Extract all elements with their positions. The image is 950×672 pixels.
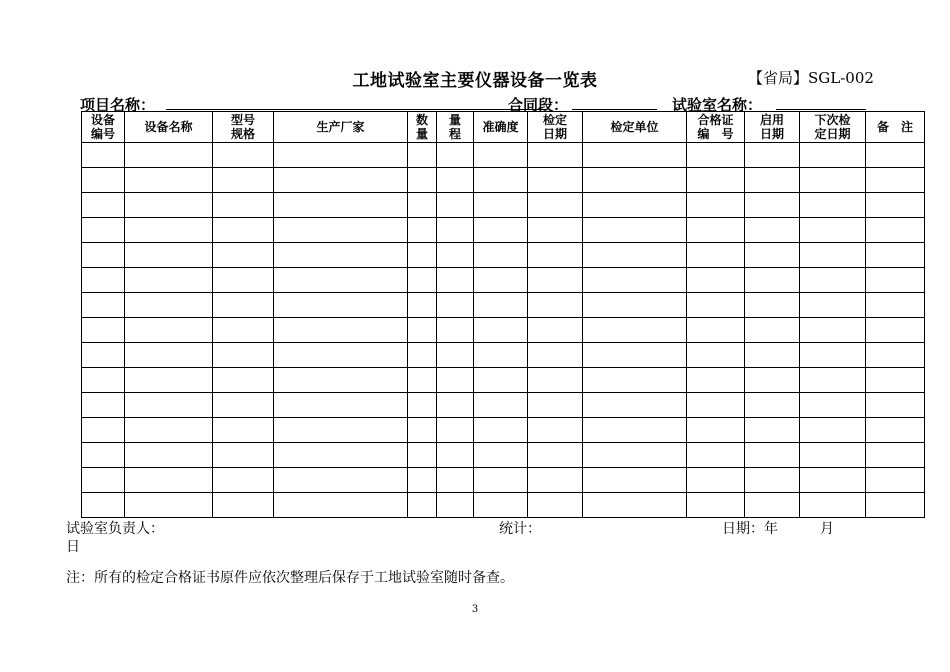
table-cell[interactable] (528, 243, 583, 268)
table-cell[interactable] (687, 343, 745, 368)
table-cell[interactable] (866, 218, 925, 243)
table-cell[interactable] (745, 243, 800, 268)
table-cell[interactable] (800, 443, 866, 468)
table-cell[interactable] (125, 218, 213, 243)
table-cell[interactable] (866, 418, 925, 443)
table-cell[interactable] (213, 243, 274, 268)
column-header-line: 设备名称 (144, 120, 193, 134)
table-cell[interactable] (474, 468, 528, 493)
table-cell[interactable] (687, 268, 745, 293)
column-header-4 (408, 112, 437, 143)
table-cell[interactable] (213, 393, 274, 418)
table-cell[interactable] (583, 318, 687, 343)
contract-section-label: 合同段： (508, 96, 569, 114)
table-cell[interactable] (274, 318, 408, 343)
table-cell[interactable] (437, 268, 474, 293)
table-cell[interactable] (82, 218, 125, 243)
table-row (82, 243, 925, 268)
table-cell[interactable] (687, 468, 745, 493)
table-cell[interactable] (474, 143, 528, 168)
table-cell[interactable] (437, 293, 474, 318)
table-cell[interactable] (866, 318, 925, 343)
table-cell[interactable] (125, 368, 213, 393)
table-cell[interactable] (800, 293, 866, 318)
table-cell[interactable] (800, 493, 866, 518)
table-cell[interactable] (866, 443, 925, 468)
table-cell[interactable] (528, 493, 583, 518)
table-cell[interactable] (437, 243, 474, 268)
column-header-2 (213, 112, 274, 143)
column-header-7 (528, 112, 583, 143)
table-cell[interactable] (474, 418, 528, 443)
table-cell[interactable] (82, 243, 125, 268)
table-cell[interactable] (474, 443, 528, 468)
column-header-3 (274, 112, 408, 143)
table-cell[interactable] (583, 443, 687, 468)
table-cell[interactable] (528, 318, 583, 343)
table-cell[interactable] (125, 468, 213, 493)
table-cell[interactable] (437, 368, 474, 393)
table-cell[interactable] (745, 493, 800, 518)
table-cell[interactable] (437, 143, 474, 168)
table-row (82, 493, 925, 518)
table-cell[interactable] (213, 143, 274, 168)
table-cell[interactable] (125, 168, 213, 193)
table-cell[interactable] (866, 293, 925, 318)
column-header-line: 规格 (230, 127, 255, 141)
column-header-line: 程 (448, 127, 461, 141)
table-cell[interactable] (866, 493, 925, 518)
table-cell[interactable] (274, 243, 408, 268)
table-cell[interactable] (866, 393, 925, 418)
table-cell[interactable] (125, 318, 213, 343)
table-cell[interactable] (528, 368, 583, 393)
column-header-8 (583, 112, 687, 143)
table-body (82, 143, 925, 518)
table-cell[interactable] (745, 468, 800, 493)
table-cell[interactable] (213, 418, 274, 443)
table-cell[interactable] (125, 143, 213, 168)
table-cell[interactable] (213, 493, 274, 518)
lab-responsible-label: 试验室负责人： (66, 521, 164, 537)
table-cell[interactable] (474, 343, 528, 368)
table-cell[interactable] (800, 168, 866, 193)
table-cell[interactable] (408, 493, 437, 518)
column-header-12 (866, 112, 925, 143)
table-cell[interactable] (800, 418, 866, 443)
column-header-line: 编号 (90, 127, 115, 141)
table-cell[interactable] (687, 393, 745, 418)
table-cell[interactable] (866, 468, 925, 493)
table-cell[interactable] (82, 418, 125, 443)
table-cell[interactable] (866, 343, 925, 368)
table-cell[interactable] (408, 393, 437, 418)
table-header-row (82, 112, 925, 143)
column-header-line: 生产厂家 (316, 120, 365, 134)
table-cell[interactable] (408, 243, 437, 268)
table-cell[interactable] (408, 443, 437, 468)
column-header-line: 编 号 (697, 127, 734, 141)
table-cell[interactable] (866, 193, 925, 218)
table-cell[interactable] (474, 243, 528, 268)
lab-name-label: 试验室名称： (672, 96, 763, 114)
table-row (82, 168, 925, 193)
column-header-0 (82, 112, 125, 143)
table-cell[interactable] (800, 218, 866, 243)
table-cell[interactable] (528, 193, 583, 218)
table-cell[interactable] (800, 368, 866, 393)
column-header-line: 日期 (759, 127, 784, 141)
table-cell[interactable] (800, 243, 866, 268)
table-cell[interactable] (274, 343, 408, 368)
table-cell[interactable] (213, 318, 274, 343)
column-header-11 (800, 112, 866, 143)
table-cell[interactable] (474, 293, 528, 318)
table-cell[interactable] (125, 268, 213, 293)
table-cell[interactable] (745, 368, 800, 393)
column-header-line: 合格证 (697, 113, 734, 127)
table-cell[interactable] (274, 268, 408, 293)
contract-section-field[interactable] (572, 109, 657, 110)
table-cell[interactable] (745, 393, 800, 418)
table-cell[interactable] (82, 368, 125, 393)
table-cell[interactable] (125, 293, 213, 318)
table-cell[interactable] (528, 343, 583, 368)
table-row (82, 318, 925, 343)
table-cell[interactable] (437, 468, 474, 493)
table-cell[interactable] (583, 268, 687, 293)
table-cell[interactable] (745, 268, 800, 293)
table-cell[interactable] (408, 218, 437, 243)
table-cell[interactable] (213, 443, 274, 468)
table-cell[interactable] (687, 293, 745, 318)
column-header-9 (687, 112, 745, 143)
table-cell[interactable] (408, 368, 437, 393)
table-row (82, 293, 925, 318)
table-cell[interactable] (745, 143, 800, 168)
table-cell[interactable] (437, 193, 474, 218)
column-header-line: 定日期 (814, 127, 851, 141)
form-code: 【省局】SGL-002 (748, 69, 874, 87)
table-cell[interactable] (274, 393, 408, 418)
table-cell[interactable] (474, 368, 528, 393)
table-cell[interactable] (800, 393, 866, 418)
column-header-line: 量 (415, 127, 428, 141)
table-cell[interactable] (687, 143, 745, 168)
column-header-line: 日期 (542, 127, 567, 141)
table-cell[interactable] (474, 268, 528, 293)
table-row (82, 368, 925, 393)
table-cell[interactable] (474, 193, 528, 218)
table-cell[interactable] (213, 343, 274, 368)
table-cell[interactable] (800, 193, 866, 218)
table-cell[interactable] (125, 418, 213, 443)
table-cell[interactable] (474, 218, 528, 243)
table-cell[interactable] (274, 168, 408, 193)
column-header-line: 检定 (542, 113, 567, 127)
table-row (82, 143, 925, 168)
table-cell[interactable] (82, 468, 125, 493)
table-cell[interactable] (213, 168, 274, 193)
table-cell[interactable] (583, 393, 687, 418)
table-cell[interactable] (82, 193, 125, 218)
table-cell[interactable] (437, 168, 474, 193)
table-cell[interactable] (800, 268, 866, 293)
table-cell[interactable] (687, 418, 745, 443)
project-name-field[interactable] (166, 109, 546, 110)
table-cell[interactable] (583, 468, 687, 493)
column-header-line: 数 (415, 113, 428, 127)
table-cell[interactable] (474, 318, 528, 343)
table-cell[interactable] (274, 293, 408, 318)
table-cell[interactable] (687, 443, 745, 468)
column-header-line: 设备 (90, 113, 115, 127)
table-cell[interactable] (528, 268, 583, 293)
table-cell[interactable] (745, 193, 800, 218)
table-cell[interactable] (437, 393, 474, 418)
table-cell[interactable] (687, 218, 745, 243)
table-cell[interactable] (125, 393, 213, 418)
table-cell[interactable] (800, 343, 866, 368)
table-cell[interactable] (408, 268, 437, 293)
table-cell[interactable] (474, 393, 528, 418)
table-cell[interactable] (800, 468, 866, 493)
table-cell[interactable] (583, 193, 687, 218)
table-cell[interactable] (408, 418, 437, 443)
table-cell[interactable] (213, 468, 274, 493)
table-row (82, 418, 925, 443)
table-cell[interactable] (408, 193, 437, 218)
table-row (82, 393, 925, 418)
table-cell[interactable] (528, 443, 583, 468)
table-cell[interactable] (274, 418, 408, 443)
table-cell[interactable] (437, 343, 474, 368)
column-header-5 (437, 112, 474, 143)
form-title: 工地试验室主要仪器设备一览表 (352, 71, 598, 91)
table-cell[interactable] (583, 218, 687, 243)
table-cell[interactable] (687, 368, 745, 393)
table-cell[interactable] (125, 343, 213, 368)
table-row (82, 218, 925, 243)
table-cell[interactable] (583, 143, 687, 168)
table-cell[interactable] (583, 343, 687, 368)
table-cell[interactable] (82, 143, 125, 168)
project-name-label: 项目名称： (80, 96, 156, 114)
table-cell[interactable] (528, 468, 583, 493)
column-header-10 (745, 112, 800, 143)
table-cell[interactable] (583, 418, 687, 443)
table-cell[interactable] (82, 318, 125, 343)
table-cell[interactable] (82, 493, 125, 518)
table-cell[interactable] (408, 318, 437, 343)
table-cell[interactable] (583, 368, 687, 393)
column-header-line: 备 注 (876, 120, 913, 134)
table-cell[interactable] (687, 243, 745, 268)
table-cell[interactable] (583, 493, 687, 518)
table-cell[interactable] (528, 418, 583, 443)
table-cell[interactable] (437, 418, 474, 443)
table-cell[interactable] (528, 218, 583, 243)
column-header-line: 型号 (230, 113, 255, 127)
table-cell[interactable] (866, 243, 925, 268)
table-cell[interactable] (82, 443, 125, 468)
table-cell[interactable] (274, 193, 408, 218)
form-info-row (80, 94, 925, 112)
equipment-table (81, 111, 925, 518)
table-cell[interactable] (866, 143, 925, 168)
table-cell[interactable] (125, 493, 213, 518)
table-row (82, 468, 925, 493)
table-cell[interactable] (82, 268, 125, 293)
table-row (82, 268, 925, 293)
column-header-line: 量 (448, 113, 461, 127)
column-header-line: 检定单位 (610, 120, 659, 134)
date-day-label: 日 (66, 539, 80, 555)
table-cell[interactable] (125, 193, 213, 218)
table-row (82, 343, 925, 368)
column-header-6 (474, 112, 528, 143)
footnote: 注：所有的检定合格证书原件应依次整理后保存于工地试验室随时备查。 (66, 570, 514, 586)
table-cell[interactable] (82, 343, 125, 368)
table-cell[interactable] (800, 143, 866, 168)
table-cell[interactable] (745, 443, 800, 468)
table-cell[interactable] (800, 318, 866, 343)
table-cell[interactable] (274, 218, 408, 243)
table-cell[interactable] (745, 168, 800, 193)
table-cell[interactable] (866, 268, 925, 293)
table-cell[interactable] (437, 443, 474, 468)
table-cell[interactable] (687, 318, 745, 343)
table-cell[interactable] (687, 168, 745, 193)
date-label: 日期：年 月 (722, 521, 834, 537)
statistics-label: 统计： (499, 521, 541, 537)
table-cell[interactable] (474, 168, 528, 193)
table-cell[interactable] (528, 143, 583, 168)
table-cell[interactable] (528, 293, 583, 318)
table-cell[interactable] (687, 493, 745, 518)
table-cell[interactable] (528, 168, 583, 193)
table-cell[interactable] (583, 168, 687, 193)
table-cell[interactable] (213, 268, 274, 293)
table-cell[interactable] (274, 468, 408, 493)
table-cell[interactable] (125, 243, 213, 268)
table-cell[interactable] (745, 293, 800, 318)
page-number: 3 (471, 604, 479, 615)
table-cell[interactable] (82, 168, 125, 193)
table-cell[interactable] (82, 393, 125, 418)
column-header-line: 下次检 (814, 113, 851, 127)
table-cell[interactable] (745, 343, 800, 368)
table-cell[interactable] (474, 493, 528, 518)
table-cell[interactable] (408, 343, 437, 368)
column-header-line: 启用 (759, 113, 784, 127)
table-cell[interactable] (583, 243, 687, 268)
table-cell[interactable] (274, 143, 408, 168)
table-cell[interactable] (213, 218, 274, 243)
column-header-line: 准确度 (482, 120, 519, 134)
column-header-1 (125, 112, 213, 143)
table-cell[interactable] (213, 368, 274, 393)
table-cell[interactable] (274, 368, 408, 393)
table-cell[interactable] (745, 218, 800, 243)
table-cell[interactable] (437, 493, 474, 518)
table-cell[interactable] (866, 168, 925, 193)
table-cell[interactable] (583, 293, 687, 318)
table-cell[interactable] (866, 368, 925, 393)
table-row (82, 443, 925, 468)
table-cell[interactable] (408, 143, 437, 168)
table-cell[interactable] (274, 443, 408, 468)
table-cell[interactable] (745, 318, 800, 343)
table-cell[interactable] (528, 393, 583, 418)
table-cell[interactable] (274, 493, 408, 518)
table-cell[interactable] (687, 193, 745, 218)
table-cell[interactable] (745, 418, 800, 443)
table-cell[interactable] (82, 293, 125, 318)
table-cell[interactable] (213, 293, 274, 318)
table-cell[interactable] (408, 293, 437, 318)
table-cell[interactable] (408, 468, 437, 493)
table-row (82, 193, 925, 218)
table-cell[interactable] (437, 318, 474, 343)
table-cell[interactable] (408, 168, 437, 193)
table-cell[interactable] (437, 218, 474, 243)
table-cell[interactable] (125, 443, 213, 468)
table-cell[interactable] (213, 193, 274, 218)
lab-name-field[interactable] (776, 109, 866, 110)
